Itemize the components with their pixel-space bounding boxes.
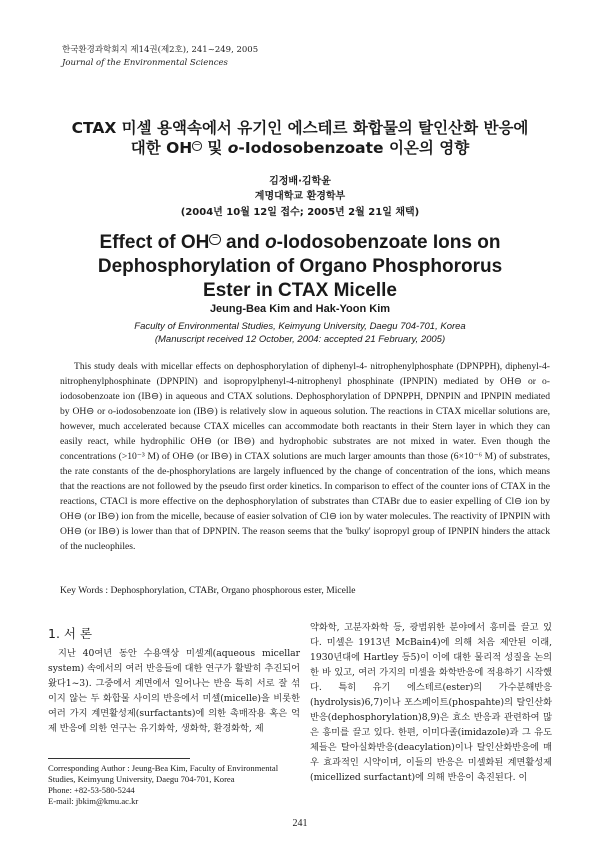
- english-title-rest: -Iodosobenzoate Ions on: [276, 232, 501, 253]
- phone: Phone: +82-53-580-5244: [48, 785, 135, 795]
- corresponding-author: Corresponding Author : Jeung-Bea Kim, Faculty of Environmental Studies, Keimyung University, Daegu 704-701, Korea: [48, 763, 279, 784]
- korean-title-line2: [30, 138, 570, 158]
- journal-citation-ko: 한국환경과학회지 제14권(제2호), 241~249, 2005: [62, 45, 259, 55]
- keywords: Key Words : Dephosphorylation, CTABr, Organo phosphorous ester, Micelle: [60, 585, 356, 596]
- journal-header: [62, 44, 258, 70]
- korean-title-line1: CTAX 미셀 용액속에서 유기인 에스테르 화합물의 탈인산화 반응에: [71, 119, 529, 137]
- intro-text-left: 지난 40여년 동안 수용액상 미셀계(aqueous micellar system) 속에서의 여러 반응들에 대한 연구가 활발히 추진되어 왔다1~3). 그중에서 계면에서 일어나는 반응 특히 서로 잘 섞이지 않는 두 화합물 사이의 반응에서 미셀(micelle)을 비롯한 여러 가지 계면활성제(surfactants)에 의한 촉매작용 혹은 억제 반응에 의한 연구는 유기화학, 생화학, 환경화학, 제: [48, 648, 300, 734]
- footnote-divider: [48, 758, 190, 759]
- received-dates-english: (Manuscript received 12 October, 2004: accepted 21 February, 2005): [154, 334, 446, 345]
- corresponding-author-footnote: [48, 763, 298, 807]
- korean-title-and: 및: [207, 139, 223, 157]
- english-title-and: and: [226, 232, 260, 253]
- affiliation-korean: 계명대학교 환경학부: [254, 191, 346, 202]
- left-column: [48, 624, 300, 736]
- korean-title-oh: 대한 OH: [130, 139, 193, 157]
- page-number: 241: [292, 818, 308, 829]
- english-title-oh: Effect of OH: [99, 232, 210, 253]
- section-heading: 1. 서 론: [48, 626, 93, 641]
- english-title-line2: Dephosphorylation of Organo Phosphororus: [97, 256, 503, 277]
- english-title: [30, 231, 570, 303]
- email: E-mail: jbkim@kmu.ac.kr: [48, 796, 139, 806]
- right-column: [310, 620, 552, 785]
- intro-text-right: 약화학, 고분자화학 등, 광범위한 분야에서 흥미를 끌고 있다. 미셀은 1913년 McBain4)에 의해 처음 제안된 이래, 1930년대에 Hartley 등5)이 이에 대한 물리적 성질을 논의한 바 있고, 여러 가지의 미셀을 화학반응에 적용하기 시작했다. 특히 유기 에스테르(ester)의 가수분해반응(hydrolysis)6,7)이나 포스페이트(phospahte)의 탈인산화반응(dephosphorylation)8,9)은 효소 반응과 관련하여 많은 흥미를 끌고 있다. 한편, 이미다졸(imidazole)과 그 유도체들은 탈아실화반응(deacylation)이나 탈인산화반응에 매우 효과적인 시약이며, 이들의 반응은 미셀화된 계면활성제(micellized surfactant)에 의해 반응이 촉진된다. 이: [310, 622, 552, 783]
- authors-english: Jeung-Bea Kim and Hak-Yoon Kim: [209, 303, 391, 315]
- english-title-ortho: o: [265, 232, 277, 253]
- affiliation-english: Faculty of Environmental Studies, Keimyung University, Daegu 704-701, Korea: [134, 321, 466, 332]
- minus-circle-symbol: −: [209, 234, 220, 245]
- authors-korean: 김정배·김학윤: [269, 176, 331, 187]
- korean-title-rest: -Iodosobenzoate 이온의 영향: [238, 139, 470, 157]
- abstract: This study deals with micellar effects on dephosphorylation of diphenyl-4- nitrophenylphosphate (DPNPPH), diphenyl-4-nitrophenylphosphinate (DPNPIN) and isopropylphenyl-4-nitrophenyl phosphinate (IPNPIN) mediated by OH⊖ or o-iodosobenzoate ion (IB⊖) in aqueous and CTAX solutions. Dephosphorylation of DPNPPH, DPNPIN and IPNPIN mediated by OH⊖ or o-iodosobenzoate ion (IB⊖) is relatively slow in aqueous solution. The reactions in CTAX micellar solutions are, however, much accelerated because CTAX micelles can accommodate both reactants in their Stern layer in which they can easily react, while hydrophilic OH⊖ (or IB⊖) and hydrophobic substrates are not mixed in water. Even though the concentrations (>10⁻³ M) of OH⊖ (or IB⊖) in CTAX solutions are much larger amounts than those (6×10⁻⁶ M) of substrates, the rate constants of the de-phosphorylations are largely influenced by the change of concentration of the ions, which means that the reactions are not followed by the pseudo first order kinetics. In comparison to effect of the counter ions of CTAX in the reactions, CTACl is more effective on the dephosphorylation of substrates than CTABr due to easier expelling of Cl⊖ ion by OH⊖ (or IB⊖) ion from the micelle, because of easier solvation of Cl⊖ ion by water molecules. The reactivity of IPNPIN with OH⊖ (or IB⊖) is lower than that of DPNPIN. The reason seems that the 'bulky' isopropyl group of IPNPIN hinders the attack of the nucleophiles.: [60, 361, 550, 552]
- korean-title-ortho: o: [227, 139, 239, 157]
- minus-circle-symbol: −: [193, 139, 201, 150]
- english-title-line3: Ester in CTAX Micelle: [203, 280, 397, 301]
- korean-title: [30, 118, 570, 158]
- english-title-line1: [30, 231, 570, 255]
- journal-name-en: Journal of the Environmental Sciences: [62, 58, 228, 68]
- dates-korean: (2004년 10월 12일 접수; 2005년 2월 21일 채택): [180, 207, 420, 218]
